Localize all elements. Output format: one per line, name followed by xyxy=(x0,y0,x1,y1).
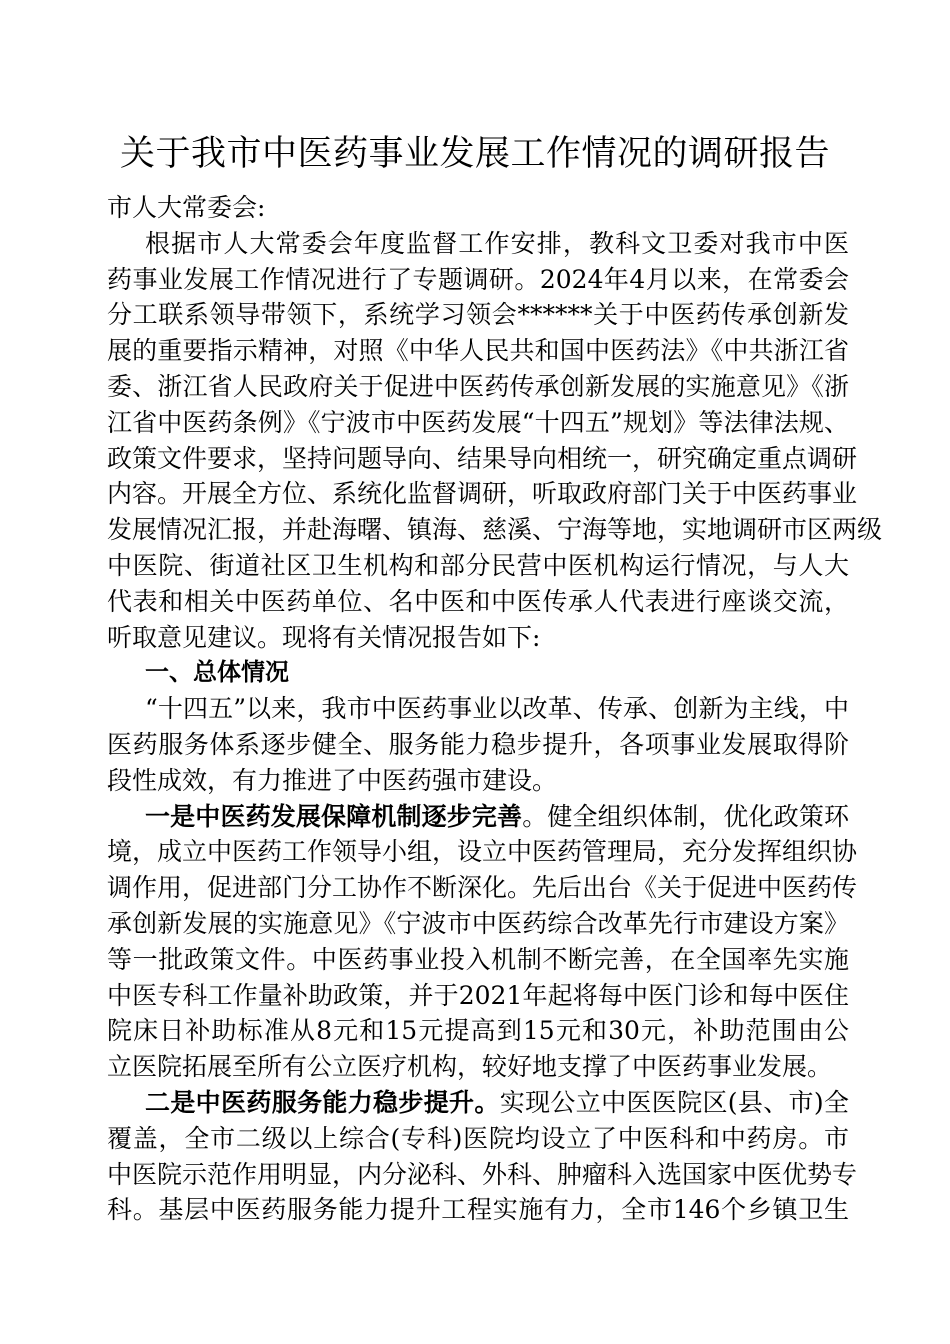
bold-lead: 一是中医药发展保障机制逐步完善 xyxy=(145,801,523,831)
text-line: “十四五”以来，我市中医药事业以改革、传承、创新为主线，中 xyxy=(145,694,849,724)
text-line xyxy=(107,799,849,835)
text-line xyxy=(107,1085,849,1121)
text-line: 分工联系领导带领下，系统学习领会******关于中医药传承创新发 xyxy=(107,300,849,330)
text-line: 展的重要指示精神，对照《中华人民共和国中医药法》《中共浙江省 xyxy=(107,336,849,366)
text-line: 医药服务体系逐步健全、服务能力稳步提升，各项事业发展取得阶 xyxy=(107,729,849,759)
text-line: 听取意见建议。现将有关情况报告如下: xyxy=(107,622,541,652)
text-line: 承创新发展的实施意见》《宁波市中医药综合改革先行市建设方案》 xyxy=(107,908,849,938)
paragraph-service xyxy=(107,1085,858,1228)
text-line: 立医院拓展至所有公立医疗机构，较好地支撑了中医药事业发展。 xyxy=(107,1052,833,1082)
text-span: 。健全组织体制，优化政策环 xyxy=(522,801,849,831)
section-heading: 一、总体情况 xyxy=(145,658,289,687)
text-line: 根据市人大常委会年度监督工作安排，教科文卫委对我市中医 xyxy=(145,228,849,258)
text-line: 内容。开展全方位、系统化监督调研，听取政府部门关于中医药事业 xyxy=(107,479,858,509)
text-line: 政策文件要求，坚持问题导向、结果导向相统一，研究确定重点调研 xyxy=(107,443,858,473)
text-line: 药事业发展工作情况进行了专题调研。2024年4月以来，在常委会 xyxy=(107,264,849,294)
text-line: 调作用，促进部门分工协作不断深化。先后出台《关于促进中医药传 xyxy=(107,873,858,903)
text-line: 代表和相关中医药单位、名中医和中医传承人代表进行座谈交流， xyxy=(107,586,849,616)
text-line: 中医院、街道社区卫生机构和部分民营中医机构运行情况，与人大 xyxy=(107,550,849,580)
text-line: 覆盖，全市二级以上综合(专科)医院均设立了中医科和中药房。市 xyxy=(107,1123,849,1153)
text-line: 院床日补助标准从8元和15元提高到15元和30元，补助范围由公 xyxy=(107,1016,849,1046)
text-line: 科。基层中医药服务能力提升工程实施有力，全市146个乡镇卫生 xyxy=(107,1195,849,1225)
text-line: 段性成效，有力推进了中医药强市建设。 xyxy=(107,765,558,795)
document-body xyxy=(107,190,883,1228)
text-line: 境，成立中医药工作领导小组，设立中医药管理局，充分发挥组织协 xyxy=(107,837,858,867)
salutation: 市人大常委会: xyxy=(107,193,266,222)
text-line: 中医院示范作用明显，内分泌科、外科、肿瘤科入选国家中医优势专 xyxy=(107,1159,858,1189)
text-line: 江省中医药条例》《宁波市中医药发展“十四五”规划》等法律法规、 xyxy=(107,407,849,437)
text-line: 委、浙江省人民政府关于促进中医药传承创新发展的实施意见》《浙 xyxy=(107,371,849,401)
text-span: 实现公立中医医院区(县、市)全 xyxy=(499,1087,849,1117)
paragraph-overview xyxy=(107,691,849,798)
text-line: 中医专科工作量补助政策，并于2021年起将每中医门诊和每中医住 xyxy=(107,980,849,1010)
text-line: 等一批政策文件。中医药事业投入机制不断完善，在全国率先实施 xyxy=(107,944,849,974)
bold-lead: 二是中医药服务能力稳步提升。 xyxy=(145,1087,500,1117)
text-line: 发展情况汇报，并赴海曙、镇海、慈溪、宁海等地，实地调研市区两级 xyxy=(107,515,883,545)
document-title: 关于我市中医药事业发展工作情况的调研报告 xyxy=(119,134,830,174)
paragraph-intro xyxy=(107,226,883,656)
paragraph-mechanism xyxy=(107,799,858,1085)
